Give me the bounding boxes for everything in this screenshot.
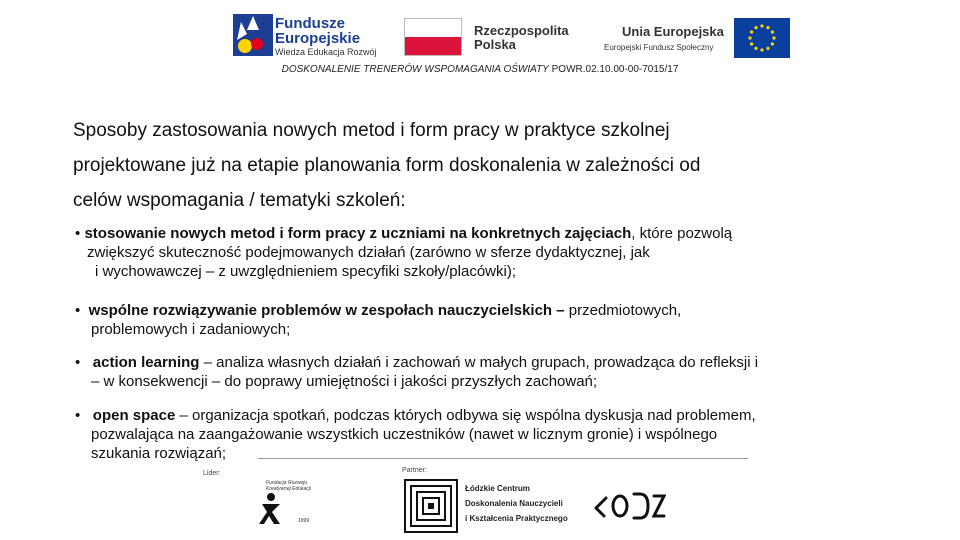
ue-subtitle: Europejski Fundusz Społeczny bbox=[604, 43, 714, 52]
unia-europejska-logo bbox=[600, 18, 790, 58]
bullet-text: i wychowawczej – z uwzględnieniem specyfiki szkoły/placówki); bbox=[95, 263, 516, 280]
bullet-text: szukania rozwiązań; bbox=[91, 445, 227, 462]
bullet-bold-term: wspólne rozwiązywanie problemów w zespołach nauczycielskich – bbox=[88, 302, 565, 319]
polish-flag-icon bbox=[404, 18, 462, 56]
fundusze-europejskie-logo bbox=[233, 14, 375, 58]
bullet-marker: • bbox=[75, 225, 81, 242]
bullet-text: – organizacja spotkań, podczas których odbywa się wspólna dyskusja nad problemem, bbox=[175, 407, 756, 424]
bullet-bold-term: open space bbox=[92, 407, 176, 424]
slide-title bbox=[73, 113, 903, 218]
ldcn-square-logo-icon bbox=[404, 479, 458, 533]
rp-line1: Rzeczpospolita bbox=[474, 23, 569, 38]
project-name: DOSKONALENIE TRENERÓW WSPOMAGANIA OŚWIATY bbox=[281, 64, 549, 75]
bullet-text: zwiększyć skuteczność podejmowanych działań (zarówno w sferze dydaktycznej, jak bbox=[87, 244, 650, 261]
project-code: POWR.02.10.00-00-7015/17 bbox=[548, 64, 679, 75]
lider-label: Lider: bbox=[203, 470, 221, 477]
bullet-text: , które pozwolą bbox=[631, 225, 733, 242]
rzeczpospolita-logo bbox=[404, 18, 574, 58]
bullet-text: przedmiotowych, bbox=[564, 302, 682, 319]
bullet-text: – analiza własnych działań i zachowań w małych grupach, prowadząca do refleksji i bbox=[199, 354, 759, 371]
bullet-item bbox=[75, 406, 905, 463]
title-line: projektowane już na etapie planowania form doskonalenia w zależności od bbox=[73, 155, 701, 176]
fe-title-line2: Europejskie bbox=[275, 30, 361, 47]
lider-year: 1999 bbox=[298, 518, 310, 524]
bullet-text: – w konsekwencji – do poprawy umiejętności i jakości przyszłych zachowań; bbox=[91, 373, 598, 390]
bullet-item bbox=[75, 301, 905, 339]
bullet-text: problemowych i zadaniowych; bbox=[91, 321, 291, 338]
footer-divider bbox=[258, 458, 748, 459]
ue-title: Unia Europejska bbox=[622, 24, 724, 39]
partner-label: Partner: bbox=[402, 467, 427, 474]
fe-subtitle: Wiedza Edukacja Rozwój bbox=[275, 47, 377, 57]
bullet-text: pozwalająca na zaangażowanie wszystkich uczestników (nawet w licznym gronie) i wspólnego bbox=[91, 426, 718, 443]
fe-title-line1: Fundusze bbox=[275, 15, 345, 32]
title-line: celów wspomagania / tematyki szkoleń: bbox=[73, 190, 406, 211]
title-line: Sposoby zastosowania nowych metod i form pracy w praktyce szkolnej bbox=[73, 120, 670, 141]
figure-icon bbox=[258, 492, 284, 526]
bullet-item bbox=[75, 224, 905, 281]
rp-line2: Polska bbox=[474, 37, 516, 52]
partner-name bbox=[465, 481, 568, 526]
bullet-bold-term: action learning bbox=[92, 354, 200, 371]
bullet-item bbox=[75, 353, 905, 391]
bullet-bold-term: stosowanie nowych metod i form pracy z uczniami na konkretnych zajęciach bbox=[84, 225, 632, 242]
partner-line: i Kształcenia Praktycznego bbox=[465, 514, 568, 523]
lodz-city-logo-icon bbox=[592, 486, 666, 522]
bullet-marker: • bbox=[75, 302, 81, 319]
lider-logo bbox=[256, 478, 326, 528]
partner-line: Doskonalenia Nauczycieli bbox=[465, 499, 563, 508]
bullet-marker: • bbox=[75, 407, 81, 424]
bullet-marker: • bbox=[75, 354, 81, 371]
project-identifier bbox=[0, 64, 960, 75]
partner-line: Łódzkie Centrum bbox=[465, 484, 530, 493]
fe-star-icon bbox=[233, 14, 273, 56]
lider-name: Fundacja Rozwoju Kreatywnej Edukacji bbox=[266, 480, 312, 492]
eu-flag-icon bbox=[734, 18, 790, 58]
